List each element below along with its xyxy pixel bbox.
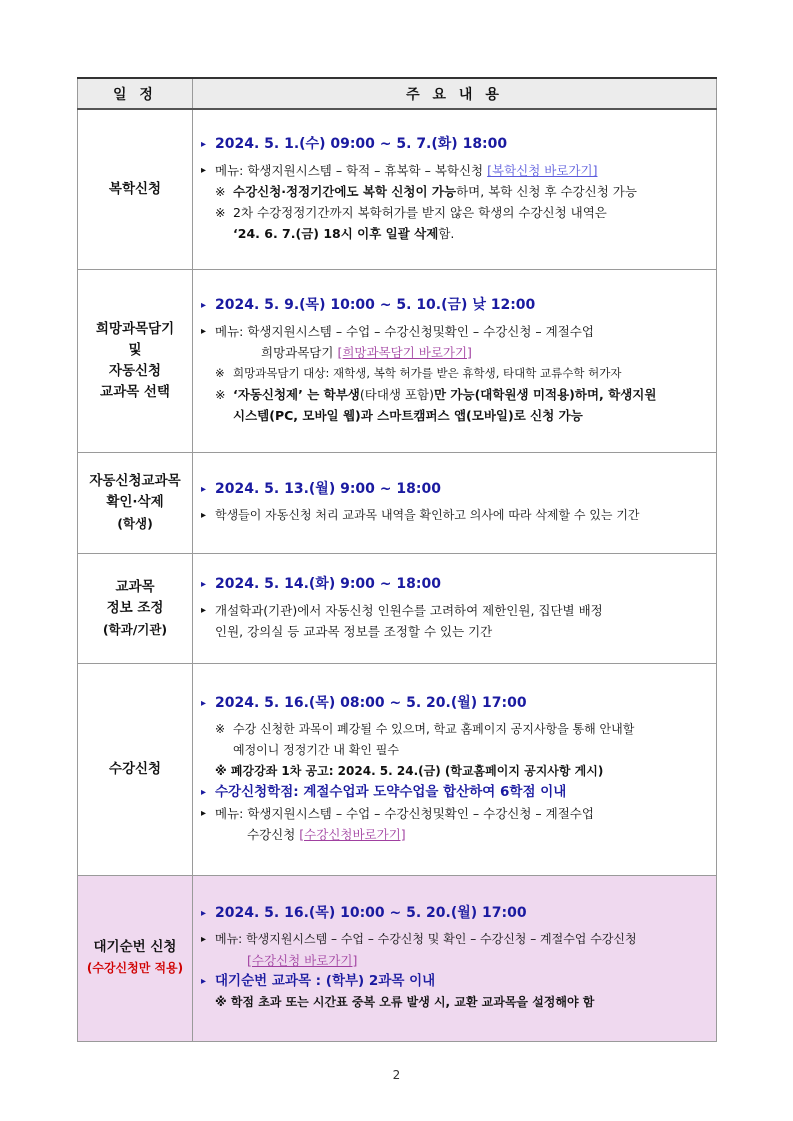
- arrow-icon: ▸: [201, 326, 207, 337]
- shortcut-link[interactable]: [희망과목담기 바로가기]: [337, 345, 472, 360]
- note-bold: ‘24. 6. 7.(금) 18시 이후 일괄 삭제: [233, 226, 439, 242]
- reference-mark-icon: ※: [215, 366, 225, 380]
- label-line: (학생): [117, 516, 153, 531]
- row-label: [78, 269, 193, 452]
- row-content: [193, 109, 717, 269]
- label-line: (수강신청만 적용): [86, 961, 184, 975]
- date-range: 2024. 5. 1.(수) 09:00 ~ 5. 7.(화) 18:00: [215, 136, 508, 153]
- reference-mark-icon: ※: [215, 205, 226, 221]
- waitlist-limit: 대기순번 교과목 : (학부) 2과목 이내: [215, 973, 436, 989]
- shortcut-link[interactable]: [복학신청 바로가기]: [487, 163, 598, 179]
- arrow-icon: ▸: [201, 579, 207, 590]
- row-content: [193, 663, 717, 875]
- note-bold: ‘자동신청제’ 는 학부생: [233, 387, 360, 402]
- credit-limit: 수강신청학점: 계절수업과 도약수업을 합산하여 6학점 이내: [215, 784, 567, 800]
- date-range: 2024. 5. 13.(월) 9:00 ~ 18:00: [215, 481, 441, 497]
- label-line: 및: [128, 341, 142, 358]
- row-content: [193, 269, 717, 452]
- label-line: 확인·삭제: [106, 494, 164, 510]
- menu-path: 메뉴: 학생지원시스템 – 수업 – 수강신청 및 확인 – 수강신청 – 계절수업 수강신청: [215, 932, 637, 946]
- schedule-table: [77, 77, 717, 1042]
- description: 개설학과(기관)에서 자동신청 인원수를 고려하여 제한인원, 집단별 배정: [215, 603, 603, 618]
- arrow-icon: ▸: [201, 165, 207, 177]
- arrow-icon: ▸: [201, 787, 207, 798]
- table-header-row: [78, 78, 717, 109]
- arrow-icon: ▸: [201, 605, 207, 616]
- warning-note: ※ 학점 초과 또는 시간표 중복 오류 발생 시, 교환 교과목을 설정해야 함: [215, 995, 595, 1009]
- description-cont: 인원, 강의실 등 교과목 정보를 조정할 수 있는 기간: [215, 624, 493, 639]
- date-range: 2024. 5. 14.(화) 9:00 ~ 18:00: [215, 576, 441, 592]
- label-line: (학과/기관): [102, 621, 168, 637]
- reference-mark-icon: ※: [215, 184, 226, 200]
- closure-notice: ※ 폐강강좌 1차 공고: 2024. 5. 24.(금) (학교홈페이지 공지사항 게시): [215, 764, 604, 778]
- row-label: [78, 452, 193, 553]
- reference-mark-icon: ※: [215, 722, 226, 736]
- row-label: 수강신청: [78, 663, 193, 875]
- label-line: 자동신청: [108, 362, 162, 379]
- table-row: [78, 269, 717, 452]
- arrow-icon: ▸: [201, 934, 207, 945]
- table-row: [78, 109, 717, 269]
- row-label: [78, 875, 193, 1041]
- date-range: 2024. 5. 16.(목) 10:00 ~ 5. 20.(월) 17:00: [215, 905, 527, 921]
- page-number: 2: [392, 1068, 401, 1082]
- label-line: 자동신청교과목: [89, 473, 181, 489]
- header-content: 주 요 내 용: [193, 78, 717, 109]
- menu-path: 메뉴: 학생지원시스템 – 수업 – 수강신청및확인 – 수강신청 – 계절수업: [215, 324, 594, 339]
- label-line: 희망과목담기: [95, 320, 175, 337]
- table-row: [78, 663, 717, 875]
- date-range: 2024. 5. 9.(목) 10:00 ~ 5. 10.(금) 낮 12:00: [215, 297, 536, 313]
- arrow-icon: ▸: [201, 139, 207, 151]
- menu-path-cont: 희망과목담기: [261, 345, 334, 360]
- note-text: 희망과목담기 대상: 재학생, 복학 허가를 받은 휴학생, 타대학 교류수학 허가자: [233, 366, 622, 380]
- shortcut-link[interactable]: [수강신청 바로가기]: [247, 953, 358, 968]
- row-label: 복학신청: [78, 109, 193, 269]
- reference-mark-icon: ※: [215, 387, 226, 402]
- shortcut-link[interactable]: [수강신청바로가기]: [299, 827, 406, 842]
- menu-path: 메뉴: 학생지원시스템 – 학적 – 휴복학 – 복학신청: [215, 163, 484, 179]
- menu-path: 메뉴: 학생지원시스템 – 수업 – 수강신청및확인 – 수강신청 – 계절수업: [215, 806, 594, 821]
- arrow-icon: ▸: [201, 300, 207, 311]
- arrow-icon: ▸: [201, 698, 207, 709]
- label-line: 대기순번 신청: [93, 939, 177, 955]
- arrow-icon: ▸: [201, 510, 207, 521]
- arrow-icon: ▸: [201, 976, 207, 987]
- row-content: [193, 452, 717, 553]
- note-bold: 수강신청·정정기간에도 복학 신청이 가능: [233, 184, 457, 200]
- menu-path-cont: 수강신청: [247, 827, 296, 842]
- date-range: 2024. 5. 16.(목) 08:00 ~ 5. 20.(월) 17:00: [215, 695, 527, 711]
- note-bold: 시스템(PC, 모바일 웹)과 스마트캠퍼스 앱(모바일)로 신청 가능: [233, 408, 583, 423]
- row-content: [193, 553, 717, 663]
- table-row: [78, 875, 717, 1041]
- arrow-icon: ▸: [201, 808, 207, 819]
- note-text: 수강 신청한 과목이 폐강될 수 있으며, 학교 홈페이지 공지사항을 통해 안내할: [233, 722, 635, 736]
- note-text: (타대생 포함): [359, 387, 434, 402]
- note-text: 함.: [438, 226, 455, 242]
- note-bold: 만 가능(대학원생 미적용)하며, 학생지원: [434, 387, 657, 402]
- header-schedule: 일 정: [78, 78, 193, 109]
- label-line: 교과목: [115, 578, 155, 595]
- table-row: [78, 452, 717, 553]
- table-row: [78, 553, 717, 663]
- row-content: [193, 875, 717, 1041]
- arrow-icon: ▸: [201, 484, 207, 495]
- note-text: 예정이니 정정기간 내 확인 필수: [233, 743, 399, 757]
- label-line: 정보 조정: [106, 599, 164, 616]
- note-text: 2차 수강정정기간까지 복학허가를 받지 않은 학생의 수강신청 내역은: [233, 205, 607, 221]
- note-text: 하며, 복학 신청 후 수강신청 가능: [456, 184, 637, 200]
- row-label: [78, 553, 193, 663]
- description: 학생들이 자동신청 처리 교과목 내역을 확인하고 의사에 따라 삭제할 수 있는 기간: [215, 508, 640, 522]
- label-line: 교과목 선택: [100, 383, 170, 400]
- arrow-icon: ▸: [201, 908, 207, 919]
